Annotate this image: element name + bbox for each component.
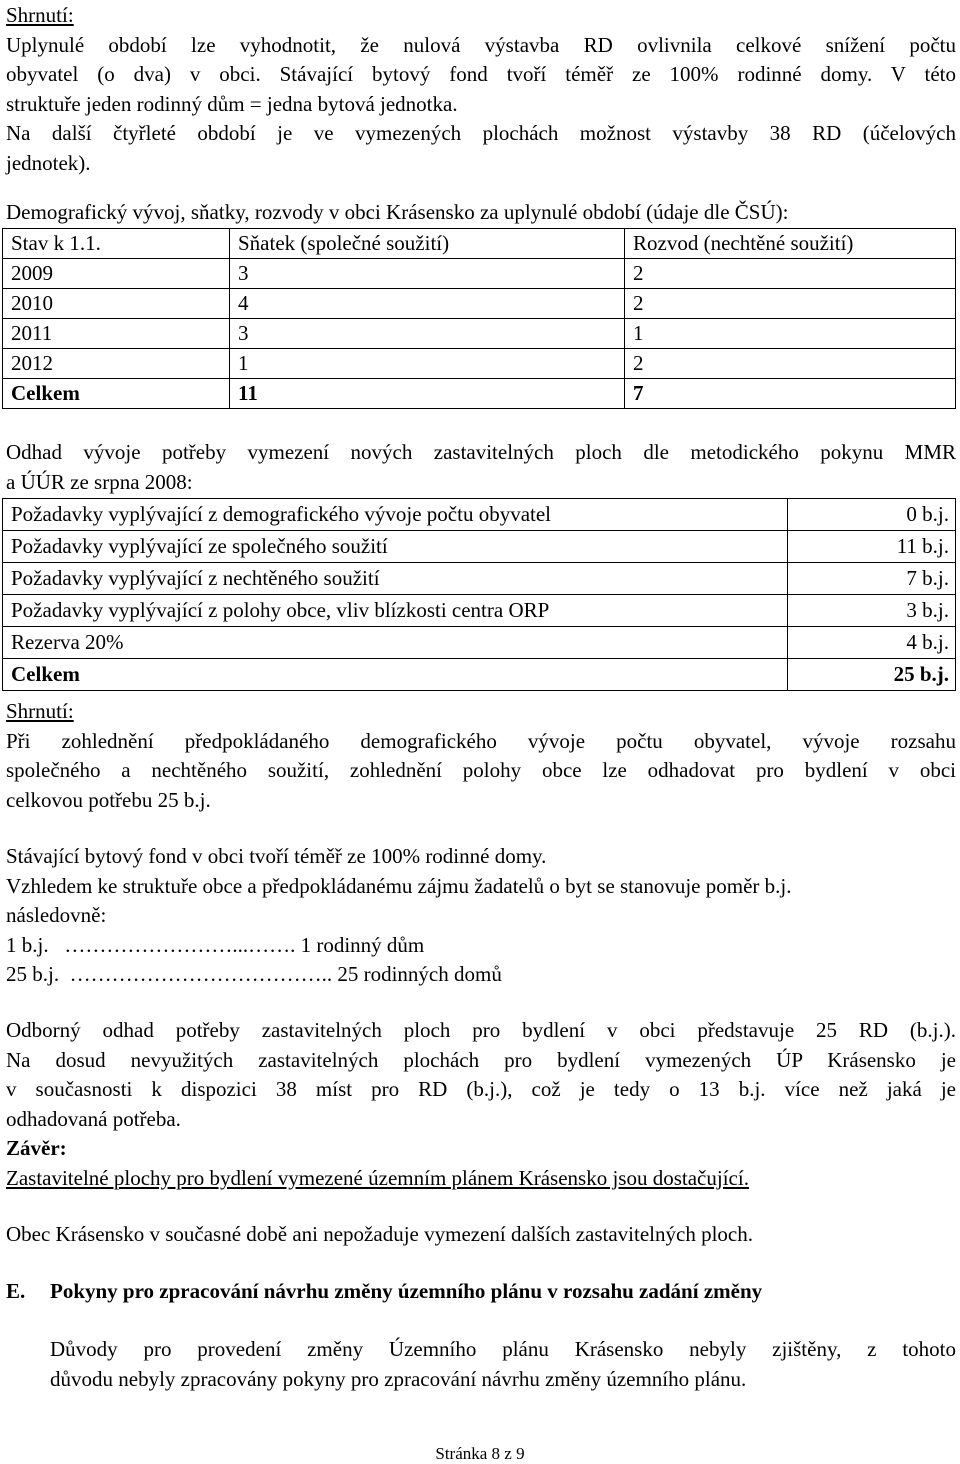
table-row: [3, 531, 956, 563]
estimate-line: v současnosti k dispozici 38 míst pro RD (b.j.), což je tedy o 13 b.j. více než jaká je: [6, 1077, 956, 1101]
table-row: [3, 289, 956, 319]
estimate-title-line: Odhad vývoje potřeby vymezení nových zastavitelných ploch dle metodického pokynu MMR: [6, 440, 956, 464]
table-cell: 3: [230, 319, 625, 349]
estimate-title-line: a ÚÚR ze srpna 2008:: [6, 469, 193, 494]
requirement-value: 11 b.j.: [788, 531, 956, 563]
summary-line: Uplynulé období lze vyhodnotit, že nulová výstavba RD ovlivnila celkové snížení počtu: [6, 32, 956, 57]
housing-line: Vzhledem ke struktuře obce a předpokládanému zájmu žadatelů o byt se stanovuje poměr b.j.: [6, 873, 792, 898]
table-cell: 2012: [3, 349, 230, 379]
estimate-line: odhadovaná potřeba.: [6, 1106, 181, 1131]
requirement-label: Rezerva 20%: [3, 627, 788, 659]
summary-heading: Shrnutí:: [6, 699, 74, 723]
section-e-body: [50, 1335, 956, 1394]
housing-ratio-section: [6, 842, 956, 990]
table-header-row: [3, 229, 956, 259]
demographic-title: Demografický vývoj, sňatky, rozvody v obci Krásensko za uplynulé období (údaje dle ČSÚ):: [6, 200, 789, 224]
table-row: [3, 627, 956, 659]
ratio-line: 25 b.j. ……………………………….. 25 rodinných domů: [6, 962, 502, 986]
page-number: Stránka 8 z 9: [435, 1444, 525, 1463]
housing-line: následovně:: [6, 903, 107, 927]
table-row: [3, 595, 956, 627]
summary-section-1: [6, 1, 956, 178]
conclusion-statement: Zastavitelné plochy pro bydlení vymezené územním plánem Krásensko jsou dostačující.: [6, 1165, 749, 1190]
section-e-line: důvodu nebyly zpracovány pokyny pro zpracování návrhu změny územního plánu.: [50, 1366, 747, 1391]
requirement-label: Požadavky vyplývající z polohy obce, vliv blízkosti centra ORP: [3, 595, 788, 627]
table-row: [3, 499, 956, 531]
section-letter: E.: [6, 1279, 26, 1303]
header-cell: Rozvod (nechtěné soužití): [625, 229, 956, 259]
summary-line: struktuře jeden rodinný dům = jedna bytová jednotka.: [6, 91, 458, 116]
expert-estimate-section: [6, 1016, 956, 1193]
summary-line: jednotek).: [6, 150, 91, 175]
section-title: Pokyny pro zpracování návrhu změny územního plánu v rozsahu zadání změny: [50, 1279, 763, 1303]
table-cell: 2009: [3, 259, 230, 289]
table-row: [3, 259, 956, 289]
requirement-label: Požadavky vyplývající ze společného soužití: [3, 531, 788, 563]
table-cell: 1: [230, 349, 625, 379]
requirement-label: Požadavky vyplývající z demografického vývoje počtu obyvatel: [3, 499, 788, 531]
total-cell: 7: [625, 379, 956, 409]
table-total-row: [3, 659, 956, 691]
table-cell: 2: [625, 289, 956, 319]
total-value: 25 b.j.: [788, 659, 956, 691]
table-cell: 2: [625, 349, 956, 379]
table-cell: 1: [625, 319, 956, 349]
section-e-heading: [6, 1277, 956, 1307]
table-row: [3, 319, 956, 349]
estimate-line: Odborný odhad potřeby zastavitelných ploch pro bydlení v obci představuje 25 RD (b.j.).: [6, 1018, 956, 1042]
table-row: [3, 563, 956, 595]
table-cell: 3: [230, 259, 625, 289]
total-label: Celkem: [3, 379, 230, 409]
ratio-line: 1 b.j. ……………………...……. 1 rodinný dům: [6, 932, 425, 957]
table-cell: 2011: [3, 319, 230, 349]
table-row: [3, 349, 956, 379]
demographic-table: [2, 228, 956, 409]
requirement-value: 4 b.j.: [788, 627, 956, 659]
summary-line: celkovou potřebu 25 b.j.: [6, 787, 211, 812]
estimate-line: Na dosud nevyužitých zastavitelných plochách pro bydlení vymezených ÚP Krásensko je: [6, 1047, 956, 1072]
total-label: Celkem: [3, 659, 788, 691]
requirement-value: 3 b.j.: [788, 595, 956, 627]
summary-line: obyvatel (o dva) v obci. Stávající bytový fond tvoří téměř ze 100% rodinné domy. V této: [6, 62, 956, 86]
table-total-row: [3, 379, 956, 409]
section-e-line: Důvody pro provedení změny Územního plánu Krásensko nebyly zjištěny, z tohoto: [50, 1337, 956, 1361]
summary-section-2: [6, 697, 956, 815]
conclusion-note: Obec Krásensko v současné době ani nepožaduje vymezení dalších zastavitelných ploch.: [6, 1222, 753, 1246]
requirements-table: [2, 498, 956, 691]
table-cell: 2010: [3, 289, 230, 319]
header-cell: Stav k 1.1.: [3, 229, 230, 259]
requirement-value: 0 b.j.: [788, 499, 956, 531]
total-cell: 11: [230, 379, 625, 409]
estimate-title: [6, 438, 956, 497]
summary-line: společného a nechtěného soužití, zohlednění polohy obce lze odhadovat pro bydlení v obci: [6, 758, 956, 782]
table-cell: 2: [625, 259, 956, 289]
header-cell: Sňatek (společné soužití): [230, 229, 625, 259]
conclusion-heading: Závěr:: [6, 1136, 67, 1160]
table-cell: 4: [230, 289, 625, 319]
requirement-value: 7 b.j.: [788, 563, 956, 595]
housing-line: Stávající bytový fond v obci tvoří téměř ze 100% rodinné domy.: [6, 844, 547, 868]
requirement-label: Požadavky vyplývající z nechtěného soužití: [3, 563, 788, 595]
summary-line: Na další čtyřleté období je ve vymezených plochách možnost výstavby 38 RD (účelových: [6, 121, 956, 145]
summary-heading: Shrnutí:: [6, 3, 74, 27]
summary-line: Při zohlednění předpokládaného demografického vývoje počtu obyvatel, vývoje rozsahu: [6, 728, 956, 753]
